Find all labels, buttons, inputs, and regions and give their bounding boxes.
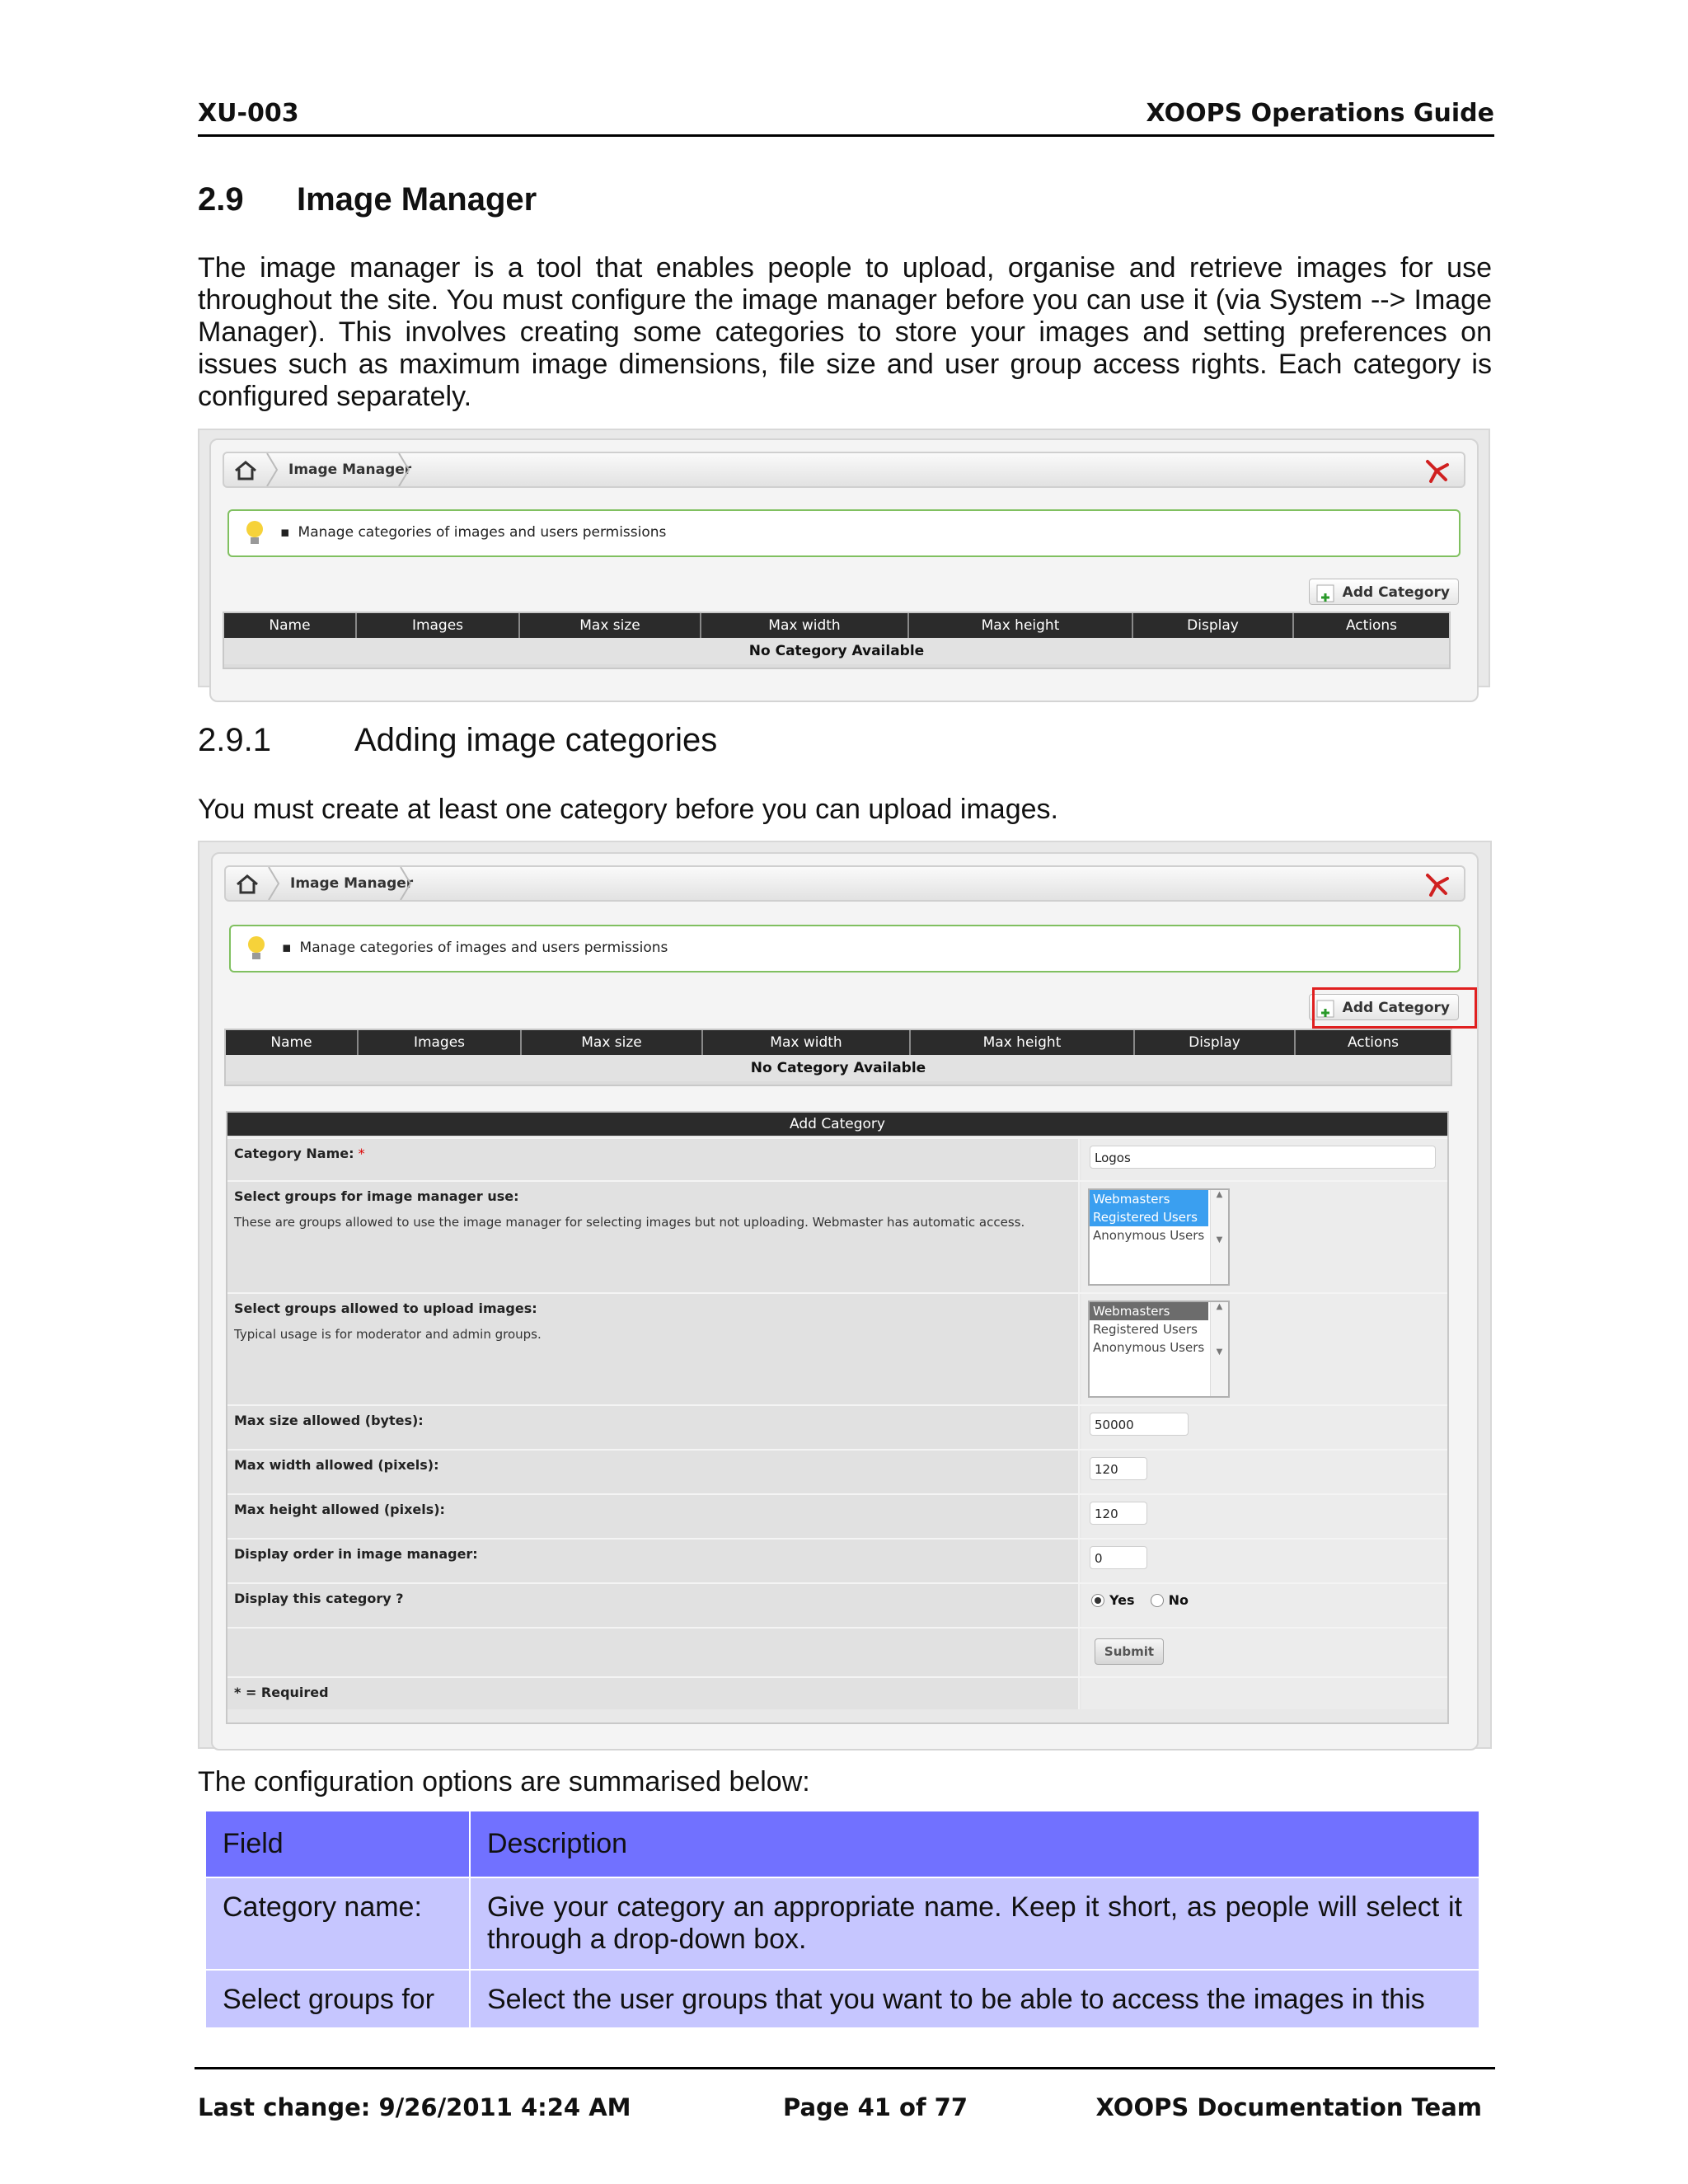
field-label: Select groups allowed to upload images: [234,1301,537,1316]
xoops-logo-icon [1423,458,1451,483]
col-actions[interactable]: Actions [1293,613,1449,638]
table-header-row [226,1030,1451,1055]
field-label: Category Name: [234,1146,354,1161]
breadcrumb-separator-icon [397,453,410,486]
breadcrumb-separator-icon [399,867,412,900]
col-max-height[interactable]: Max height [908,613,1132,638]
form-row-max-width [227,1449,1447,1493]
display-yes-label[interactable]: Yes [1109,1592,1135,1608]
summary-table-wrapper [206,1811,1480,2027]
section-heading [198,181,537,218]
add-category-form [226,1111,1449,1724]
lightbulb-icon [244,519,265,547]
summary-description: Give your category an appropriate name. Keep it short, as people will select it through a drop-down box. [470,1877,1479,1970]
empty-message: No Category Available [226,1055,1451,1081]
listbox-scrollbar[interactable]: ▲ ▼ [1210,1190,1228,1284]
form-row-display-order [227,1538,1447,1582]
col-display[interactable]: Display [1134,1030,1295,1055]
footer-page-number: Page 41 of 77 [783,2093,968,2121]
add-category-button[interactable] [1309,579,1459,605]
form-row-manager-groups [227,1180,1447,1292]
breadcrumb-title[interactable]: Image Manager [288,462,412,478]
section-number: 2.9 [198,181,244,218]
table-row [206,1970,1479,2027]
listbox-scrollbar[interactable]: ▲ ▼ [1210,1302,1228,1396]
col-images[interactable]: Images [358,1030,521,1055]
col-max-size[interactable]: Max size [519,613,701,638]
breadcrumb [224,865,1465,902]
tip-box [227,509,1461,557]
field-label: Select groups for image manager use: [234,1188,519,1204]
summary-table [206,1811,1480,2027]
option-anonymous-users[interactable]: Anonymous Users [1093,1340,1205,1355]
subsection-number: 2.9.1 [198,722,271,758]
add-category-label: Add Category [1342,1000,1450,1016]
field-label: Display this category ? [234,1591,404,1606]
footer-rule [195,2067,1495,2069]
field-label: Max height allowed (pixels): [234,1502,445,1517]
col-max-width[interactable]: Max width [701,613,908,638]
max-size-input[interactable]: 50000 [1090,1413,1189,1436]
subsection-title: Adding image categories [354,722,718,758]
col-name[interactable]: Name [226,1030,358,1055]
max-width-input[interactable]: 120 [1090,1457,1147,1480]
breadcrumb-title[interactable]: Image Manager [290,875,414,892]
col-max-height[interactable]: Max height [910,1030,1134,1055]
tip-box [229,925,1461,972]
display-order-input[interactable]: 0 [1090,1546,1147,1569]
breadcrumb [223,452,1465,488]
form-row-required-note [227,1676,1447,1709]
footer-team: XOOPS Documentation Team [1095,2093,1482,2121]
summary-header-field: Field [206,1811,470,1877]
option-registered-users[interactable]: Registered Users [1093,1322,1198,1337]
category-table [223,612,1451,669]
table-row [206,1877,1479,1970]
xoops-logo-icon [1423,872,1451,897]
breadcrumb-separator-icon [267,867,280,900]
form-row-max-height [227,1493,1447,1538]
col-actions[interactable]: Actions [1295,1030,1451,1055]
option-webmasters[interactable]: Webmasters [1090,1302,1208,1320]
form-row-upload-groups [227,1292,1447,1404]
field-label: Max size allowed (bytes): [234,1413,424,1428]
subsection-heading [198,722,717,759]
tip-text: ▪ Manage categories of images and users permissions [282,940,668,956]
lightbulb-icon [246,935,267,963]
screenshot-add-category [198,841,1492,1749]
doc-id: XU-003 [198,99,299,128]
summary-field: Select groups for [206,1970,470,2027]
sub-paragraph: You must create at least one category before you can upload images. [198,794,1058,825]
home-icon[interactable] [234,874,260,895]
add-category-label: Add Category [1342,584,1450,601]
intro-paragraph: The image manager is a tool that enables people to upload, organise and retrieve images for use throughout the site. You must configure the image manager before you can use it (via System --> Image Manager). This involves creating some categories to store your images and setting preferences on issues such as maximum image dimensions, file size and user group access rights. Each category is configured separately. [198,252,1492,412]
summary-description: Select the user groups that you want to be able to access the images in this [470,1970,1479,2027]
col-name[interactable]: Name [224,613,356,638]
form-title: Add Category [227,1113,1447,1136]
option-registered-users[interactable]: Registered Users [1090,1208,1208,1226]
required-marker: * [358,1146,365,1161]
form-row-max-size [227,1404,1447,1449]
form-row-display-category [227,1582,1447,1627]
field-description: Typical usage is for moderator and admin groups. [234,1327,542,1342]
tip-text: ▪ Manage categories of images and users permissions [280,524,666,541]
category-table [224,1029,1452,1086]
screenshot-image-manager [198,429,1490,687]
empty-message: No Category Available [224,638,1449,664]
summary-header-row [206,1811,1479,1877]
section-title: Image Manager [297,181,537,218]
display-no-radio[interactable] [1151,1594,1164,1607]
admin-panel [209,438,1479,702]
highlight-box [1312,987,1477,1029]
manager-groups-select[interactable] [1088,1188,1230,1286]
field-label: Max width allowed (pixels): [234,1457,439,1473]
breadcrumb-separator-icon [265,453,279,486]
admin-panel [211,852,1479,1750]
max-height-input[interactable]: 120 [1090,1502,1147,1525]
footer-last-change: Last change: 9/26/2011 4:24 AM [198,2093,631,2121]
upload-groups-select[interactable] [1088,1301,1230,1398]
summary-field: Category name: [206,1877,470,1970]
col-images[interactable]: Images [356,613,519,638]
doc-title: XOOPS Operations Guide [1146,99,1494,128]
col-display[interactable]: Display [1132,613,1293,638]
submit-button[interactable]: Submit [1095,1638,1164,1665]
required-note: * = Required [234,1685,329,1700]
home-icon[interactable] [232,460,259,481]
table-header-row [224,613,1449,638]
option-webmasters[interactable]: Webmasters [1090,1190,1208,1208]
summary-header-description: Description [470,1811,1479,1877]
option-anonymous-users[interactable]: Anonymous Users [1093,1228,1205,1243]
page-header [198,97,1494,137]
col-max-width[interactable]: Max width [702,1030,910,1055]
display-yes-radio[interactable] [1091,1594,1104,1607]
category-name-input[interactable]: Logos [1090,1146,1436,1169]
add-icon [1316,584,1334,602]
display-no-label[interactable]: No [1168,1592,1189,1608]
field-label: Display order in image manager: [234,1546,478,1562]
form-row-category-name [227,1137,1447,1180]
summary-intro: The configuration options are summarised below: [198,1766,810,1797]
form-row-submit [227,1627,1447,1676]
col-max-size[interactable]: Max size [521,1030,702,1055]
field-description: These are groups allowed to use the image manager for selecting images but not uploading. Webmaster has automatic access. [234,1215,1025,1230]
